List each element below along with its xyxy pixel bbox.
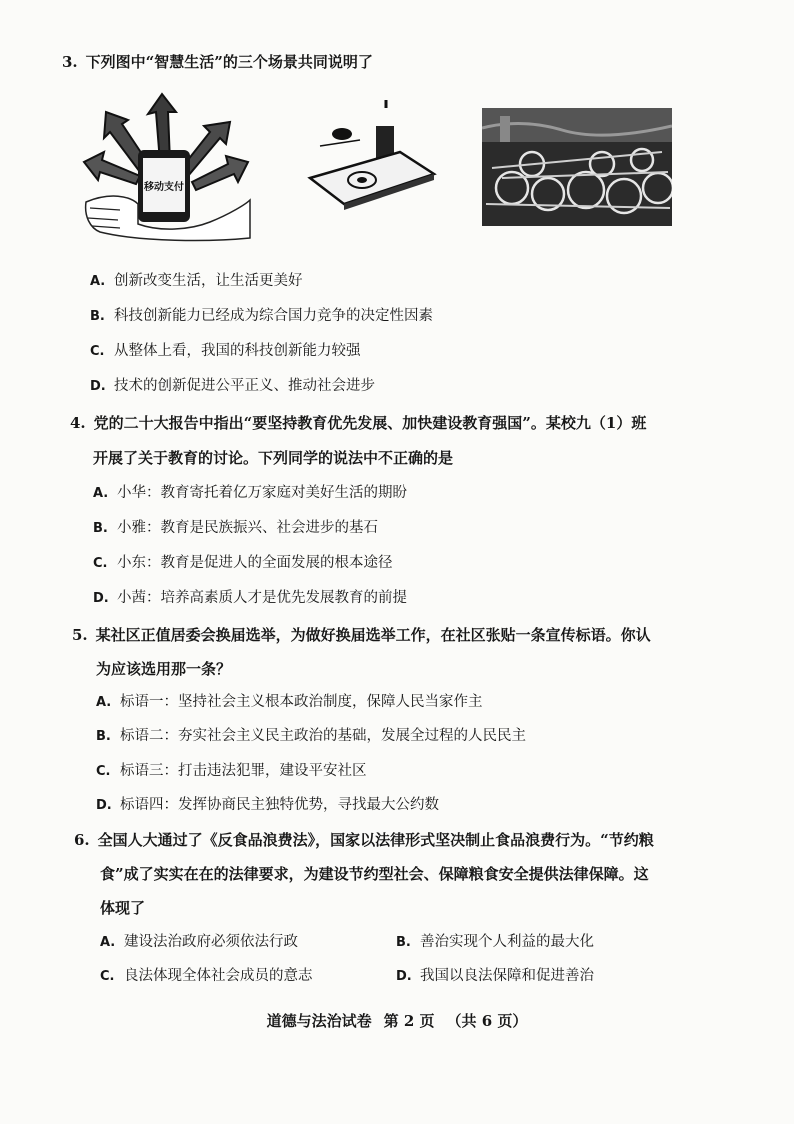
q6-option-b[interactable] (396, 932, 594, 953)
option-letter: D. (93, 591, 109, 606)
option-text: 从整体上看，我国的科技创新能力较强 (114, 343, 361, 359)
option-letter: A. (93, 486, 109, 501)
option-text: 科技创新能力已经成为综合国力竞争的决定性因素 (114, 308, 433, 324)
q3-option-d[interactable] (90, 376, 375, 397)
question-text: 党的二十大报告中指出“要坚持教育优先发展、加快建设教育强国”。某校九（1）班 (93, 414, 647, 432)
q3-option-c[interactable] (90, 341, 361, 362)
option-text: 小华：教育寄托着亿万家庭对美好生活的期盼 (117, 485, 407, 501)
question-6-stem-line1 (74, 830, 654, 850)
q4-option-b[interactable] (93, 518, 378, 539)
question-number: 6. (74, 831, 90, 849)
question-text: 全国人大通过了《反食品浪费法》，国家以法律形式坚决制止食品浪费行为。“节约粮 (97, 831, 654, 849)
footer-total: （共 6 页） (446, 1012, 528, 1030)
option-text: 标语三：打击违法犯罪，建设平安社区 (120, 763, 367, 779)
phone-label: 移动支付 (144, 182, 184, 193)
question-5-stem-line2: 为应该选用那一条？ (96, 660, 232, 678)
face-scan-payment-illustration (300, 96, 440, 212)
option-letter: A. (96, 695, 112, 710)
option-text: 小东：教育是促进人的全面发展的根本途径 (117, 555, 393, 571)
option-text: 小雅：教育是民族振兴、社会进步的基石 (117, 520, 378, 536)
q6-option-a[interactable] (100, 932, 298, 953)
option-letter: A. (90, 274, 106, 289)
option-letter: C. (96, 764, 111, 779)
option-text: 技术的创新促进公平正义、推动社会进步 (114, 378, 375, 394)
option-letter: D. (396, 969, 412, 984)
shared-bicycles-photo (482, 108, 672, 226)
q4-option-a[interactable] (93, 483, 407, 504)
option-text: 我国以良法保障和促进善治 (420, 968, 594, 984)
q5-option-c[interactable] (96, 761, 367, 782)
option-letter: C. (93, 556, 108, 571)
mobile-payment-illustration (80, 92, 252, 242)
q6-option-d[interactable] (396, 966, 594, 987)
q3-option-a[interactable] (90, 271, 303, 292)
option-text: 良法体现全体社会成员的意志 (124, 968, 313, 984)
question-3-stem (62, 52, 373, 72)
q4-option-d[interactable] (93, 588, 407, 609)
option-letter: C. (100, 969, 115, 984)
option-letter: C. (90, 344, 105, 359)
option-letter: D. (90, 379, 106, 394)
option-letter: B. (90, 309, 105, 324)
q3-option-b[interactable] (90, 306, 433, 327)
option-letter: B. (96, 729, 111, 744)
question-number: 4. (70, 414, 86, 432)
question-text: 下列图中“智慧生活”的三个场景共同说明了 (85, 53, 373, 71)
option-letter: B. (93, 521, 108, 536)
option-text: 善治实现个人利益的最大化 (420, 934, 594, 950)
option-letter: B. (396, 935, 411, 950)
q5-option-d[interactable] (96, 795, 439, 816)
question-number: 5. (72, 626, 88, 644)
q4-option-c[interactable] (93, 553, 393, 574)
option-text: 标语一：坚持社会主义根本政治制度，保障人民当家作主 (120, 694, 483, 710)
option-text: 创新改变生活，让生活更美好 (114, 273, 303, 289)
question-text: 某社区正值居委会换届选举，为做好换届选举工作，在社区张贴一条宣传标语。你认 (95, 626, 651, 644)
footer-page: 第 2 页 (383, 1012, 435, 1030)
option-text: 标语二：夯实社会主义民主政治的基础，发展全过程的人民民主 (120, 728, 526, 744)
question-4-stem-line1 (70, 413, 646, 433)
option-text: 建设法治政府必须依法行政 (124, 934, 298, 950)
q5-option-a[interactable] (96, 692, 483, 713)
option-letter: D. (96, 798, 112, 813)
question-number: 3. (62, 53, 78, 71)
q6-option-c[interactable] (100, 966, 313, 987)
question-4-stem-line2: 开展了关于教育的讨论。下列同学的说法中不正确的是 (93, 449, 454, 467)
question-6-stem-line3: 体现了 (100, 899, 146, 917)
option-letter: A. (100, 935, 116, 950)
page-footer (0, 1010, 794, 1031)
question-5-stem-line1 (72, 625, 651, 645)
question-6-stem-line2: 食”成了实实在在的法律要求，为建设节约型社会、保障粮食安全提供法律保障。这 (100, 865, 649, 883)
option-text: 标语四：发挥协商民主独特优势，寻找最大公约数 (120, 797, 439, 813)
footer-subject: 道德与法治试卷 (266, 1012, 372, 1030)
option-text: 小茜：培养高素质人才是优先发展教育的前提 (117, 590, 407, 606)
q5-option-b[interactable] (96, 726, 526, 747)
